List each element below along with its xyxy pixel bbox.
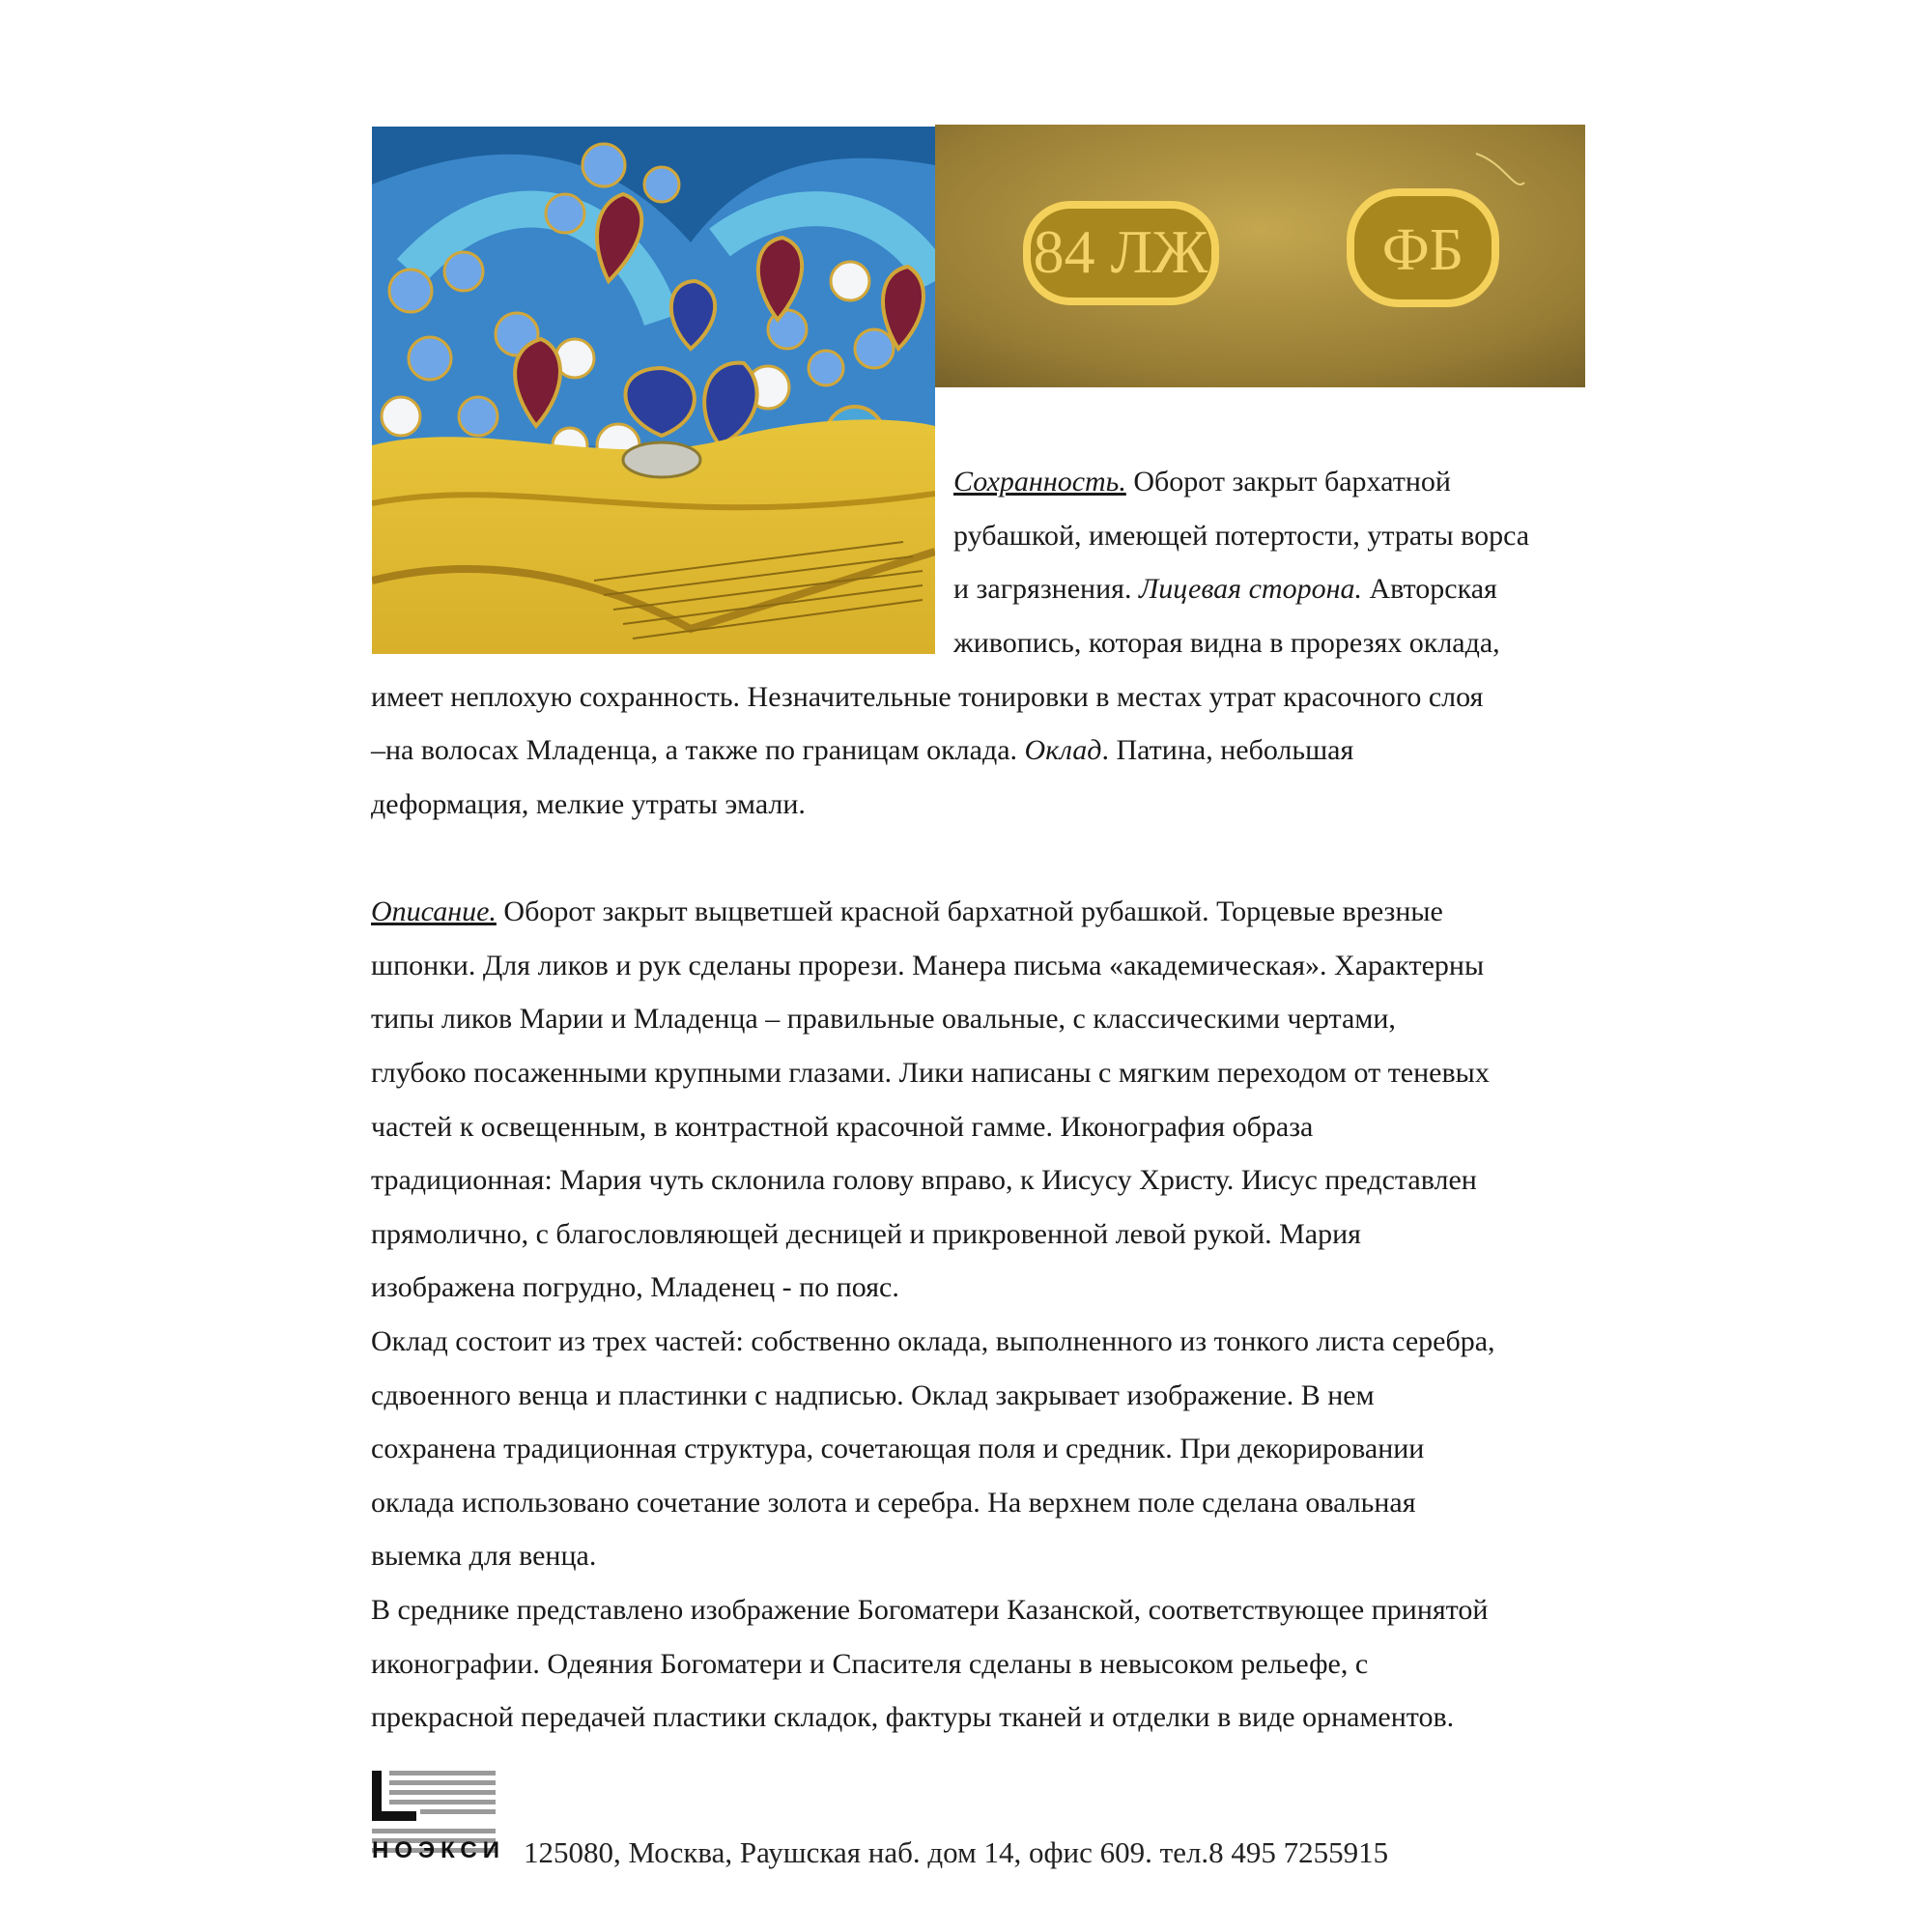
description-line: сдвоенного венца и пластинки с надписью. Оклад закрывает изображение. В нем (371, 1379, 1375, 1411)
description-line: типы ликов Марии и Младенца – правильные овальные, с классическими чертами, (371, 1003, 1396, 1035)
description-line: глубоко посаженными крупными глазами. Лики написаны с мягким переходом от теневых (371, 1057, 1490, 1089)
condition-line-4: живопись, которая видна в прорезях оклада, (953, 627, 1500, 659)
condition-line-6: –на волосах Младенца, а также по границам оклада. Оклад. Патина, небольшая (371, 734, 1354, 766)
description-line: иконографии. Одеяния Богоматери и Спасителя сделаны в невысоком рельефе, с (371, 1648, 1369, 1680)
description-line: прекрасной передачей пластики складок, фактуры тканей и отделки в виде орнаментов. (371, 1701, 1455, 1733)
condition-line-7: деформация, мелкие утраты эмали. (371, 788, 806, 820)
svg-text:84 ЛЖ: 84 ЛЖ (1033, 217, 1208, 286)
description-heading: Описание. (371, 895, 497, 927)
svg-text:ФБ: ФБ (1381, 217, 1464, 283)
condition-line-2: рубашкой, имеющей потертости, утраты ворса (953, 520, 1530, 552)
oklad-heading: Оклад (1024, 734, 1102, 766)
condition-line-5: имеет неплохую сохранность. Незначительные тонировки в местах утрат красочного слоя (371, 681, 1484, 713)
description-line: шпонки. Для ликов и рук сделаны прорези. Манера письма «академическая». Характерны (371, 950, 1485, 981)
description-line: сохранена традиционная структура, сочетающая поля и средник. При декорировании (371, 1433, 1425, 1464)
condition-line-3: и загрязнения. Лицевая сторона. Авторская (953, 573, 1497, 605)
description-line: изображена погрудно, Младенец - по пояс. (371, 1271, 899, 1303)
description-line-1: Описание. Оборот закрыт выцветшей красной бархатной рубашкой. Торцевые врезные (371, 895, 1443, 927)
description-line: прямолично, с благословляющей десницей и прикровенной левой рукой. Мария (371, 1218, 1361, 1250)
hallmark-stamp-84 (1027, 205, 1215, 301)
condition-heading: Сохранность. (953, 466, 1126, 497)
hallmark-stamp-maker (1350, 192, 1495, 303)
logo-text: НОЭКСИ (372, 1837, 505, 1863)
hallmark-photo (935, 125, 1585, 387)
description-line: выемка для венца. (371, 1540, 597, 1572)
description-line: В среднике представлено изображение Богоматери Казанской, соответствующее принятой (371, 1594, 1489, 1626)
face-heading: Лицевая сторона. (1138, 573, 1362, 605)
enamel-photo (372, 127, 935, 654)
condition-line-1: Сохранность. Оборот закрыт бархатной (953, 466, 1451, 497)
description-line: традиционная: Мария чуть склонила голову вправо, к Иисусу Христу. Иисус представлен (371, 1164, 1477, 1196)
description-line: Оклад состоит из трех частей: собственно оклада, выполненного из тонкого листа серебра, (371, 1325, 1495, 1357)
footer-address: 125080, Москва, Раушская наб. дом 14, офис 609. тел.8 495 7255915 (524, 1835, 1389, 1869)
description-line: частей к освещенным, в контрастной красочной гамме. Иконография образа (371, 1111, 1314, 1143)
description-line: оклада использовано сочетание золота и серебра. На верхнем поле сделана овальная (371, 1487, 1416, 1519)
